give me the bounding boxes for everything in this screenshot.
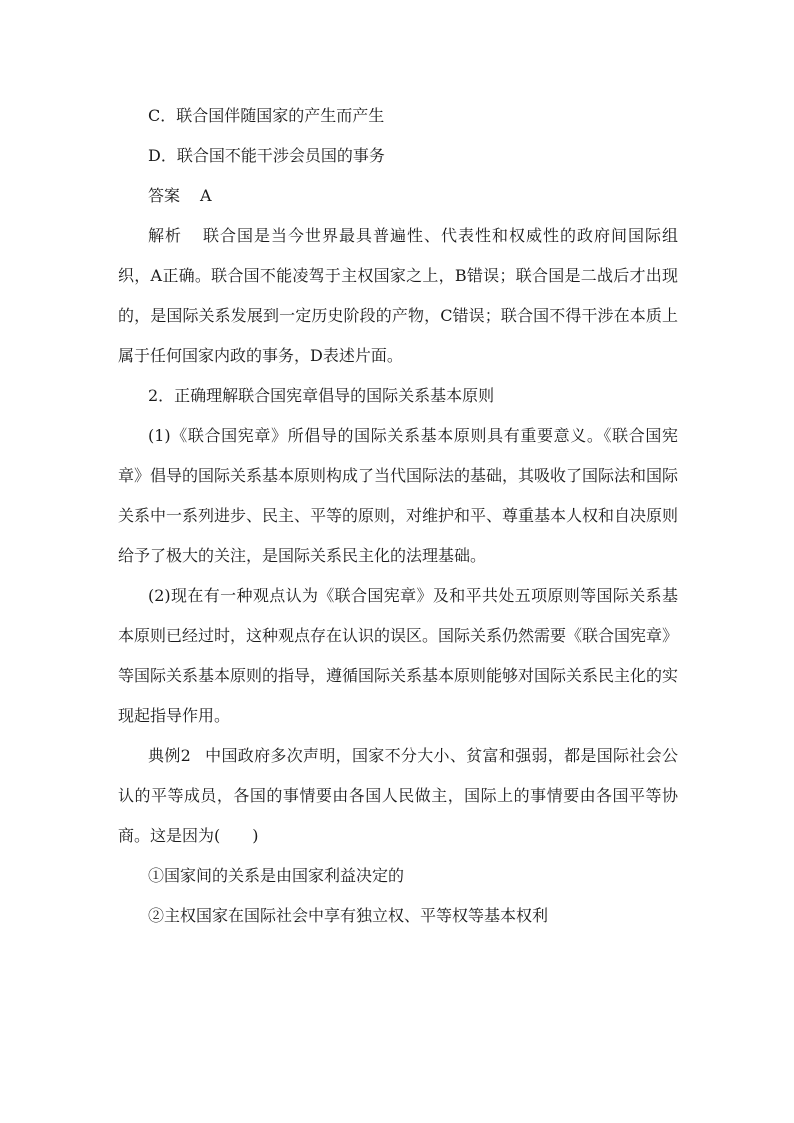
example-label: 典例2 (148, 746, 191, 765)
analysis-label: 解析 (148, 226, 182, 245)
example-question: 中国政府多次声明，国家不分大小、贫富和强弱，都是国际社会公认的平等成员，各国的事情要由各国人民做主，国际上的事情要由各国平等协商。这是因为( ) (118, 746, 678, 845)
section-heading: 2．正确理解联合国宪章倡导的国际关系基本原则 (148, 386, 495, 405)
answer-line (118, 176, 678, 216)
point-1-paragraph: (1)《联合国宪章》所倡导的国际关系基本原则具有重要意义。《联合国宪章》倡导的国际关系基本原则构成了当代国际法的基础，其吸收了国际法和国际关系中一系列进步、民主、平等的原则，对维护和平、尊重基本人权和自决原则给予了极大的关注，是国际关系民主化的法理基础。 (118, 426, 679, 565)
answer-value: A (200, 186, 212, 205)
example-paragraph (118, 736, 678, 856)
point-2-paragraph: (2)现在有一种观点认为《联合国宪章》及和平共处五项原则等国际关系基本原则已经过时，这种观点存在认识的误区。国际关系仍然需要《联合国宪章》等国际关系基本原则的指导，遵循国际关系基本原则能够对国际关系民主化的实现起指导作用。 (118, 586, 679, 725)
option-c: C．联合国伴随国家的产生而产生 (148, 106, 385, 125)
example-item-1: ①国家间的关系是由国家利益决定的 (148, 866, 405, 885)
document-body (118, 96, 678, 936)
answer-label: 答案 (148, 186, 181, 205)
example-item-2: ②主权国家在国际社会中享有独立权、平等权等基本权利 (148, 906, 549, 925)
analysis-text: 联合国是当今世界最具普遍性、代表性和权威性的政府间国际组织，A正确。联合国不能凌驾于主权国家之上，B错误；联合国是二战后才出现的，是国际关系发展到一定历史阶段的产物，C错误；联合国不得干涉在本质上属于任何国家内政的事务，D表述片面。 (118, 226, 678, 365)
option-d: D．联合国不能干涉会员国的事务 (148, 146, 385, 165)
analysis-paragraph (118, 216, 678, 376)
